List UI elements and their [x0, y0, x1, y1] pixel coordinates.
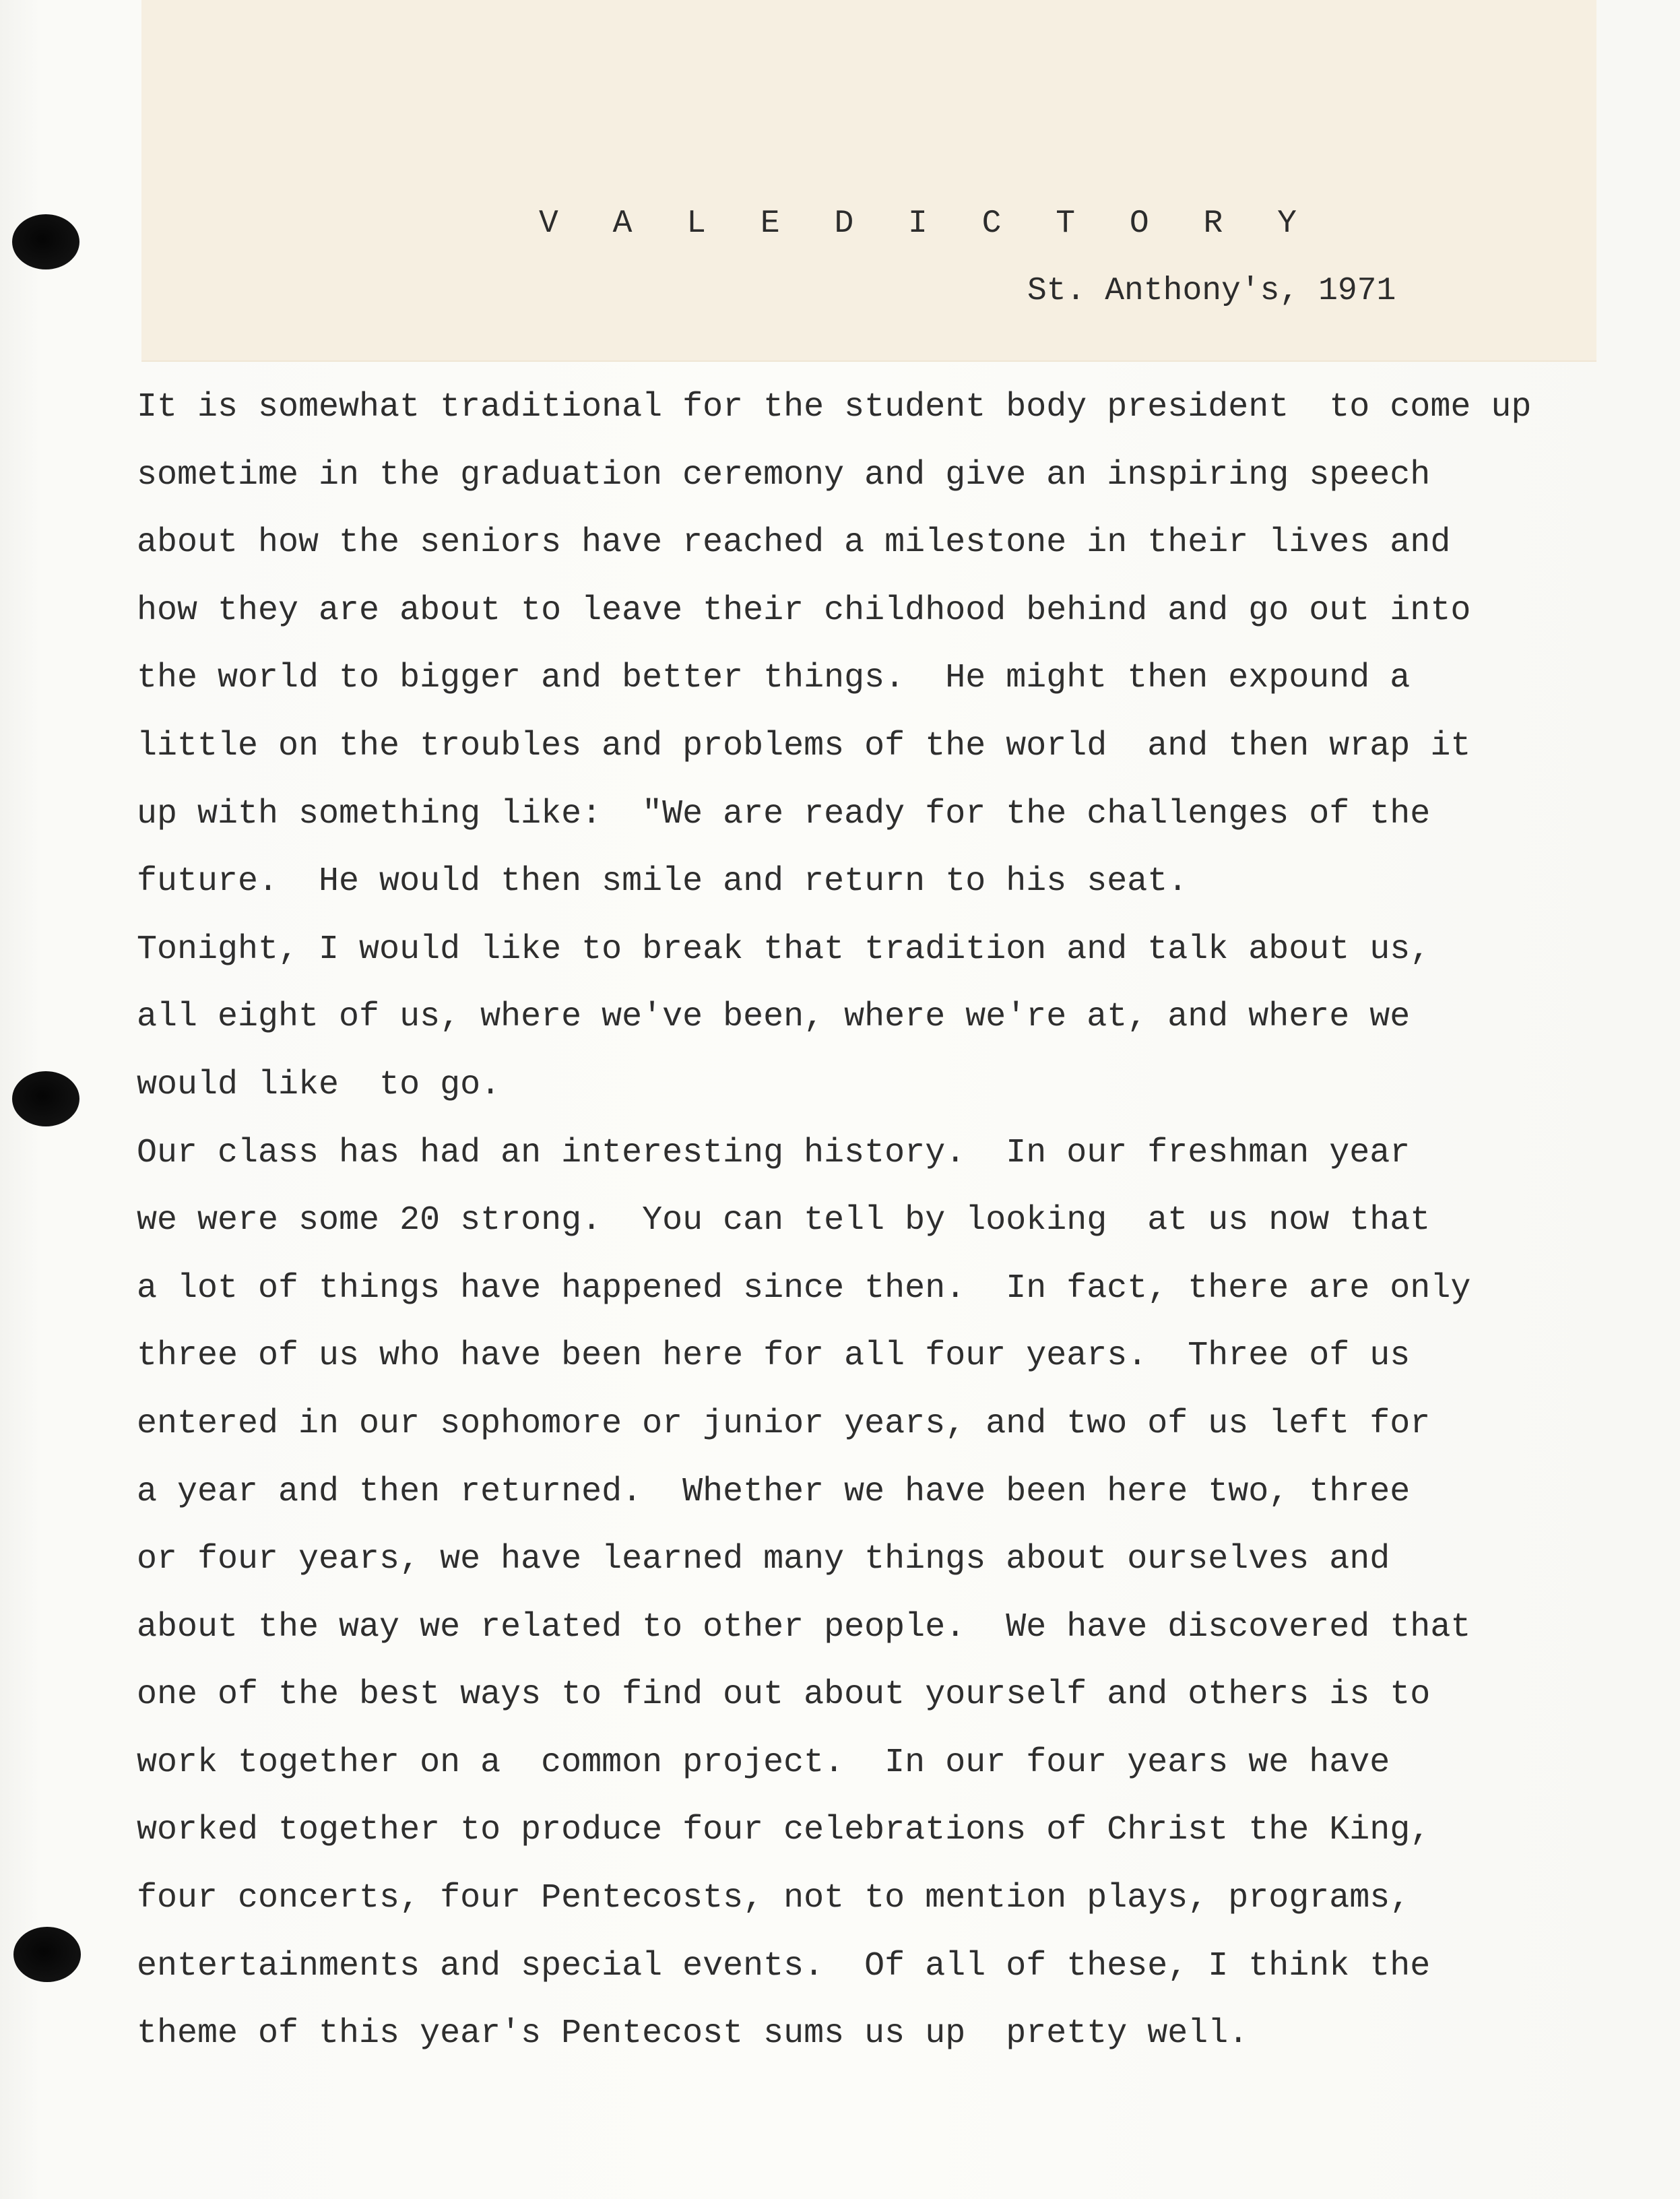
text-line: entered in our sophomore or junior years, and two of us left for [137, 1404, 1431, 1443]
text-line: Our class has had an interesting history. In our freshman year [137, 1133, 1411, 1172]
dateline: St. Anthony's, 1971 [1027, 273, 1396, 309]
text-line: would like to go. [137, 1065, 501, 1104]
text-line: up with something like: "We are ready for the challenges of the [137, 794, 1431, 833]
text-line: one of the best ways to find out about yourself and others is to [137, 1676, 1431, 1715]
text-line: about how the seniors have reached a milestone in their lives and [137, 523, 1451, 563]
text-line: entertainments and special events. Of all of these, I think the [137, 1946, 1431, 1985]
text-line: work together on a common project. In our four years we have [137, 1743, 1390, 1782]
text-line: theme of this year's Pentecost sums us up pretty well. [137, 2014, 1249, 2053]
text-line: little on the troubles and problems of the world and then wrap it [137, 726, 1471, 765]
text-line: It is somewhat traditional for the student body president to come up [137, 388, 1532, 426]
text-line: the world to bigger and better things. He might then expound a [137, 659, 1411, 698]
text-line: how they are about to leave their childhood behind and go out into [137, 591, 1471, 630]
text-line: a year and then returned. Whether we have been here two, three [137, 1472, 1411, 1511]
text-line: a lot of things have happened since then. In fact, there are only [137, 1269, 1471, 1308]
text-line: or four years, we have learned many things about ourselves and [137, 1540, 1390, 1579]
text-line: worked together to produce four celebrations of Christ the King, [137, 1811, 1431, 1850]
text-line: Tonight, I would like to break that tradition and talk about us, [137, 930, 1431, 969]
text-line: four concerts, four Pentecosts, not to mention plays, programs, [137, 1879, 1411, 1918]
text-line: sometime in the graduation ceremony and give an inspiring speech [137, 455, 1431, 495]
text-line: about the way we related to other people. We have discovered that [137, 1607, 1471, 1647]
text-line: we were some 20 strong. You can tell by looking at us now that [137, 1201, 1431, 1240]
punch-hole-top [12, 214, 79, 269]
punch-hole-bottom [13, 1927, 81, 1982]
punch-hole-middle [12, 1071, 79, 1126]
body-text [137, 374, 1639, 2068]
text-line: all eight of us, where we've been, where we're at, and where we [137, 998, 1411, 1037]
text-line: future. He would then smile and return to his seat. [137, 862, 1188, 901]
text-line: three of us who have been here for all four years. Three of us [137, 1337, 1411, 1376]
document-title: V A L E D I C T O R Y [539, 205, 1314, 242]
